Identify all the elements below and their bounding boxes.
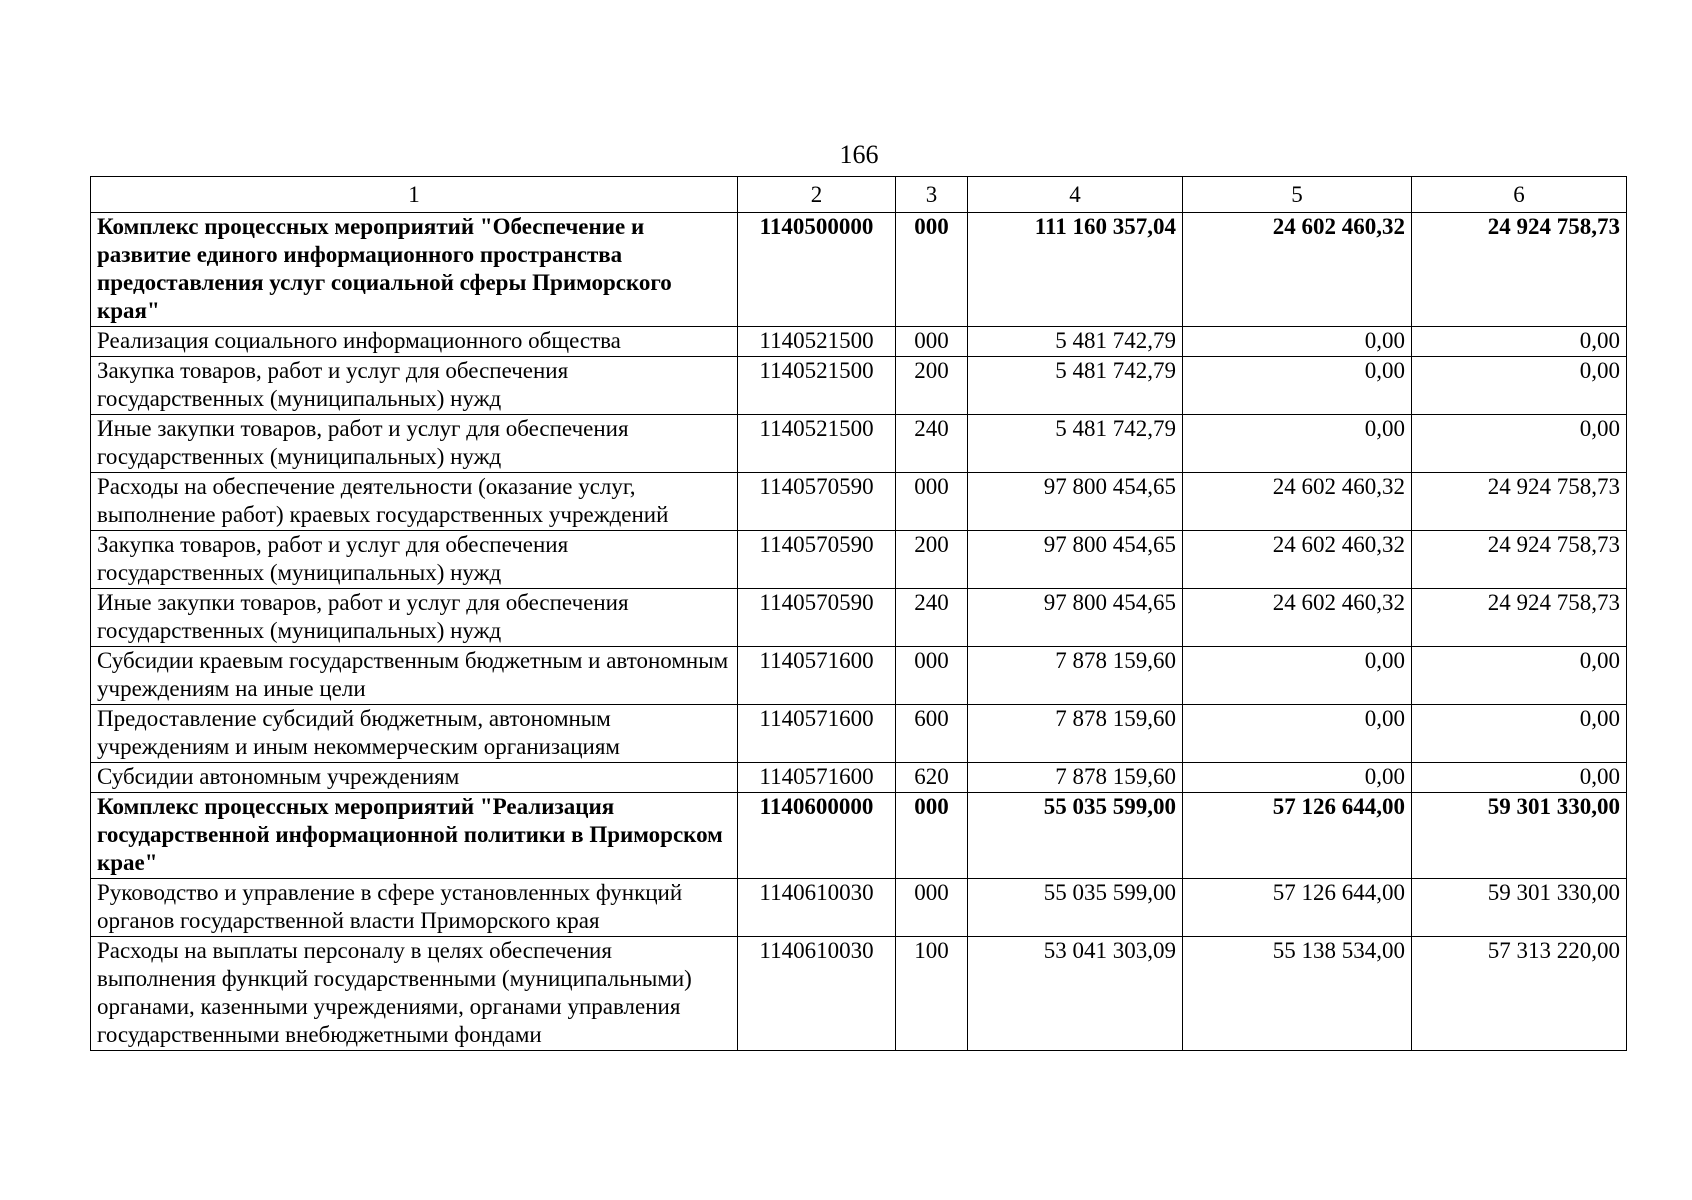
row-name: Субсидии краевым государственным бюджетным и автономным учреждениям на иные цели — [91, 647, 738, 705]
row-value-2: 57 126 644,00 — [1183, 879, 1412, 937]
row-kvr: 000 — [896, 647, 968, 705]
row-name: Иные закупки товаров, работ и услуг для обеспечения государственных (муниципальных) нужд — [91, 589, 738, 647]
table-row — [91, 705, 1627, 763]
table-row — [91, 879, 1627, 937]
row-value-3: 0,00 — [1412, 647, 1627, 705]
row-value-2: 0,00 — [1183, 415, 1412, 473]
row-kvr: 200 — [896, 357, 968, 415]
table-row — [91, 531, 1627, 589]
row-name: Реализация социального информационного общества — [91, 327, 738, 357]
row-kvr: 240 — [896, 589, 968, 647]
row-value-1: 111 160 357,04 — [968, 213, 1183, 327]
row-value-2: 55 138 534,00 — [1183, 937, 1412, 1051]
row-code: 1140600000 — [738, 793, 896, 879]
row-value-2: 57 126 644,00 — [1183, 793, 1412, 879]
row-value-1: 97 800 454,65 — [968, 531, 1183, 589]
row-value-2: 0,00 — [1183, 763, 1412, 793]
row-value-3: 0,00 — [1412, 327, 1627, 357]
row-value-2: 24 602 460,32 — [1183, 531, 1412, 589]
row-code: 1140521500 — [738, 327, 896, 357]
page-number: 166 — [839, 140, 879, 169]
row-name: Комплекс процессных мероприятий "Реализация государственной информационной политики в Приморском крае" — [91, 793, 738, 879]
row-code: 1140571600 — [738, 763, 896, 793]
row-kvr: 000 — [896, 793, 968, 879]
row-kvr: 240 — [896, 415, 968, 473]
row-value-1: 55 035 599,00 — [968, 879, 1183, 937]
row-value-1: 97 800 454,65 — [968, 473, 1183, 531]
row-value-3: 59 301 330,00 — [1412, 793, 1627, 879]
row-name: Комплекс процессных мероприятий "Обеспечение и развитие единого информационного пространства предоставления услуг социальной сферы Приморского края" — [91, 213, 738, 327]
table-row — [91, 213, 1627, 327]
row-value-1: 7 878 159,60 — [968, 705, 1183, 763]
row-code: 1140521500 — [738, 357, 896, 415]
row-name: Предоставление субсидий бюджетным, автономным учреждениям и иным некоммерческим организациям — [91, 705, 738, 763]
column-header-kvr: 3 — [896, 177, 968, 213]
table-row — [91, 763, 1627, 793]
row-code: 1140500000 — [738, 213, 896, 327]
table-row — [91, 473, 1627, 531]
row-value-2: 24 602 460,32 — [1183, 589, 1412, 647]
row-code: 1140610030 — [738, 879, 896, 937]
budget-table — [90, 176, 1627, 1051]
column-header-value-3: 6 — [1412, 177, 1627, 213]
row-value-2: 24 602 460,32 — [1183, 213, 1412, 327]
row-value-2: 0,00 — [1183, 647, 1412, 705]
column-header-name: 1 — [91, 177, 738, 213]
row-value-2: 0,00 — [1183, 705, 1412, 763]
row-code: 1140571600 — [738, 705, 896, 763]
table-row — [91, 327, 1627, 357]
row-value-3: 24 924 758,73 — [1412, 589, 1627, 647]
row-value-1: 97 800 454,65 — [968, 589, 1183, 647]
row-name: Расходы на выплаты персоналу в целях обеспечения выполнения функций государственными (муниципальными) органами, казенными учреждениями, органами управления государственными внебюджетными фондами — [91, 937, 738, 1051]
column-header-code: 2 — [738, 177, 896, 213]
row-value-1: 5 481 742,79 — [968, 327, 1183, 357]
row-name: Субсидии автономным учреждениям — [91, 763, 738, 793]
row-value-1: 5 481 742,79 — [968, 415, 1183, 473]
row-value-3: 0,00 — [1412, 357, 1627, 415]
table-row — [91, 937, 1627, 1051]
row-value-2: 0,00 — [1183, 357, 1412, 415]
row-value-2: 0,00 — [1183, 327, 1412, 357]
row-value-1: 53 041 303,09 — [968, 937, 1183, 1051]
row-kvr: 200 — [896, 531, 968, 589]
row-kvr: 000 — [896, 213, 968, 327]
row-value-3: 57 313 220,00 — [1412, 937, 1627, 1051]
row-value-1: 7 878 159,60 — [968, 647, 1183, 705]
row-value-1: 5 481 742,79 — [968, 357, 1183, 415]
table-row — [91, 589, 1627, 647]
row-value-3: 0,00 — [1412, 415, 1627, 473]
table-row — [91, 647, 1627, 705]
column-header-value-2: 5 — [1183, 177, 1412, 213]
row-kvr: 000 — [896, 879, 968, 937]
row-name: Иные закупки товаров, работ и услуг для обеспечения государственных (муниципальных) нужд — [91, 415, 738, 473]
row-value-2: 24 602 460,32 — [1183, 473, 1412, 531]
row-code: 1140570590 — [738, 531, 896, 589]
row-kvr: 000 — [896, 473, 968, 531]
table-row — [91, 357, 1627, 415]
row-value-3: 24 924 758,73 — [1412, 213, 1627, 327]
row-code: 1140521500 — [738, 415, 896, 473]
row-value-3: 0,00 — [1412, 705, 1627, 763]
column-header-value-1: 4 — [968, 177, 1183, 213]
row-code: 1140570590 — [738, 589, 896, 647]
row-kvr: 100 — [896, 937, 968, 1051]
table-row — [91, 793, 1627, 879]
row-value-3: 0,00 — [1412, 763, 1627, 793]
row-kvr: 000 — [896, 327, 968, 357]
row-code: 1140570590 — [738, 473, 896, 531]
row-name: Закупка товаров, работ и услуг для обеспечения государственных (муниципальных) нужд — [91, 357, 738, 415]
row-value-1: 7 878 159,60 — [968, 763, 1183, 793]
row-kvr: 620 — [896, 763, 968, 793]
row-value-1: 55 035 599,00 — [968, 793, 1183, 879]
table-row — [91, 415, 1627, 473]
row-value-3: 24 924 758,73 — [1412, 473, 1627, 531]
row-value-3: 59 301 330,00 — [1412, 879, 1627, 937]
row-code: 1140571600 — [738, 647, 896, 705]
table-header-row — [91, 177, 1627, 213]
row-name: Закупка товаров, работ и услуг для обеспечения государственных (муниципальных) нужд — [91, 531, 738, 589]
row-value-3: 24 924 758,73 — [1412, 531, 1627, 589]
row-name: Руководство и управление в сфере установленных функций органов государственной власти Приморского края — [91, 879, 738, 937]
row-code: 1140610030 — [738, 937, 896, 1051]
row-kvr: 600 — [896, 705, 968, 763]
row-name: Расходы на обеспечение деятельности (оказание услуг, выполнение работ) краевых государственных учреждений — [91, 473, 738, 531]
